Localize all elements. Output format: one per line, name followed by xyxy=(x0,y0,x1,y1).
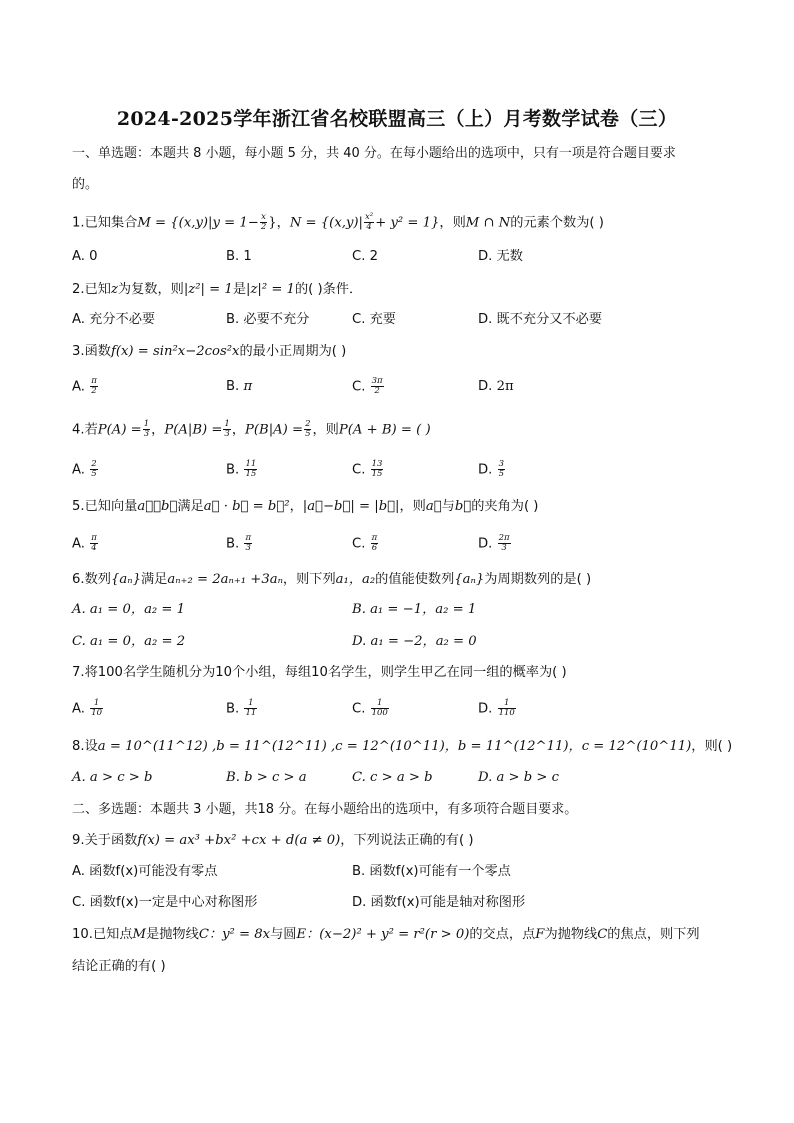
q3-option-b: B. π xyxy=(226,379,253,394)
q5-option-b: B. $\frac{\pi}{3}$ xyxy=(226,533,252,553)
q9-option-d: D. 函数f(x)可能是轴对称图形 xyxy=(352,895,526,910)
q5-option-d: D. $\frac{2\pi}{3}$ xyxy=(478,533,510,553)
q7-option-a: A. $\frac{1}{10}$ xyxy=(72,698,103,718)
q6-option-c: C. a₁ = 0，a₂ = 2 xyxy=(72,634,186,649)
question-7: 7.将100名学生随机分为10个小组，每组10名学生，则学生甲乙在同一组的概率为( ) xyxy=(72,665,567,680)
q7-option-c: C. $\frac{1}{100}$ xyxy=(352,698,388,718)
q6-option-a: A. a₁ = 0，a₂ = 1 xyxy=(72,602,186,617)
q9-option-b: B. 函数f(x)可能有一个零点 xyxy=(352,864,511,879)
question-3: 3.函数f(x) = sin²x−2cos²x的最小正周期为( ) xyxy=(72,344,347,359)
q7-option-b: B. $\frac{1}{11}$ xyxy=(226,698,257,718)
question-5: 5.已知向量a⃗，b⃗满足a⃗ · b⃗ = b⃗²，|a⃗−b⃗| = |b⃗|，则a⃗与b⃗的夹角为( ) xyxy=(72,499,539,514)
q7-option-d: D. $\frac{1}{110}$ xyxy=(478,698,515,718)
question-8: 8.设a = 10^(11^12) ,b = 11^(12^11) ,c = 12^(10^11)，b = 11^(12^11)，c = 12^(10^11)，则( ) xyxy=(72,739,733,754)
q1-option-d: D. 无数 xyxy=(478,249,523,264)
question-10: 10.已知点M是抛物线C：y² = 8x与圆E：(x−2)² + y² = r²(r > 0)的交点，点F为抛物线C的焦点，则下列 xyxy=(72,927,700,942)
question-2: 2.已知z为复数，则|z²| = 1是|z|² = 1的( )条件． xyxy=(72,282,363,297)
question-6: 6.数列{aₙ}满足aₙ₊₂ = 2aₙ₊₁ +3aₙ，则下列a₁，a₂的值能使数列{aₙ}为周期数列的是( ) xyxy=(72,572,592,587)
q9-option-c: C. 函数f(x)一定是中心对称图形 xyxy=(72,895,258,910)
question-9: 9.关于函数f(x) = ax³ +bx² +cx + d(a ≠ 0)，下列说法正确的有( ) xyxy=(72,833,474,848)
question-1: 1.已知集合M = {(x,y)|y = 1− $\frac{x}{2}$ }，N = {(x,y)| $\frac{\text{x²}}{4}$ + y² = 1}，则M ∩ N的元素个数为( ) xyxy=(72,212,604,232)
q6-option-d: D. a₁ = −2，a₂ = 0 xyxy=(352,634,477,649)
page-title: 2024-2025学年浙江省名校联盟高三（上）月考数学试卷（三） xyxy=(116,108,678,130)
q2-option-b: B. 必要不充分 xyxy=(226,312,310,327)
q4-option-c: C. $\frac{13}{15}$ xyxy=(352,459,383,479)
q4-option-b: B. $\frac{11}{15}$ xyxy=(226,459,257,479)
q5-option-c: C. $\frac{\pi}{6}$ xyxy=(352,533,378,553)
q8-option-d: D. a > b > c xyxy=(478,770,560,785)
q8-option-b: B. b > c > a xyxy=(226,770,307,785)
q6-option-b: B. a₁ = −1，a₂ = 1 xyxy=(352,602,477,617)
q9-option-a: A. 函数f(x)可能没有零点 xyxy=(72,864,218,879)
section-2-instructions: 二、多选题：本题共 3 小题，共18 分。在每小题给出的选项中，有多项符合题目要求。 xyxy=(72,802,578,817)
q1-option-b: B. 1 xyxy=(226,249,252,264)
section-1-instructions-cont: 的。 xyxy=(72,177,99,192)
q3-option-d: D. 2π xyxy=(478,379,514,394)
q2-option-c: C. 充要 xyxy=(352,312,396,327)
q1-option-c: C. 2 xyxy=(352,249,378,264)
q5-option-a: A. $\frac{\pi}{4}$ xyxy=(72,533,97,553)
q1-option-a: A. 0 xyxy=(72,249,98,264)
section-1-instructions: 一、单选题：本题共 8 小题，每小题 5 分，共 40 分。在每小题给出的选项中，只有一项是符合题目要求 xyxy=(72,146,676,161)
q3-option-c: C. $\frac{3\pi}{2}$ xyxy=(352,376,383,396)
question-10-cont: 结论正确的有( ) xyxy=(72,959,166,974)
q8-option-a: A. a > c > b xyxy=(72,770,153,785)
q2-option-d: D. 既不充分又不必要 xyxy=(478,312,603,327)
q2-option-a: A. 充分不必要 xyxy=(72,312,156,327)
q4-option-d: D. $\frac{3}{5}$ xyxy=(478,459,504,479)
q4-option-a: A. $\frac{2}{5}$ xyxy=(72,459,97,479)
q8-option-c: C. c > a > b xyxy=(352,770,433,785)
q3-option-a: A. $\frac{\pi}{2}$ xyxy=(72,376,97,396)
question-4: 4.若P(A) = $\frac{1}{3}$ ，P(A|B) = $\frac{1}{3}$ ，P(B|A) = $\frac{2}{5}$ ，则P(A + B) = ( ) xyxy=(72,419,431,439)
